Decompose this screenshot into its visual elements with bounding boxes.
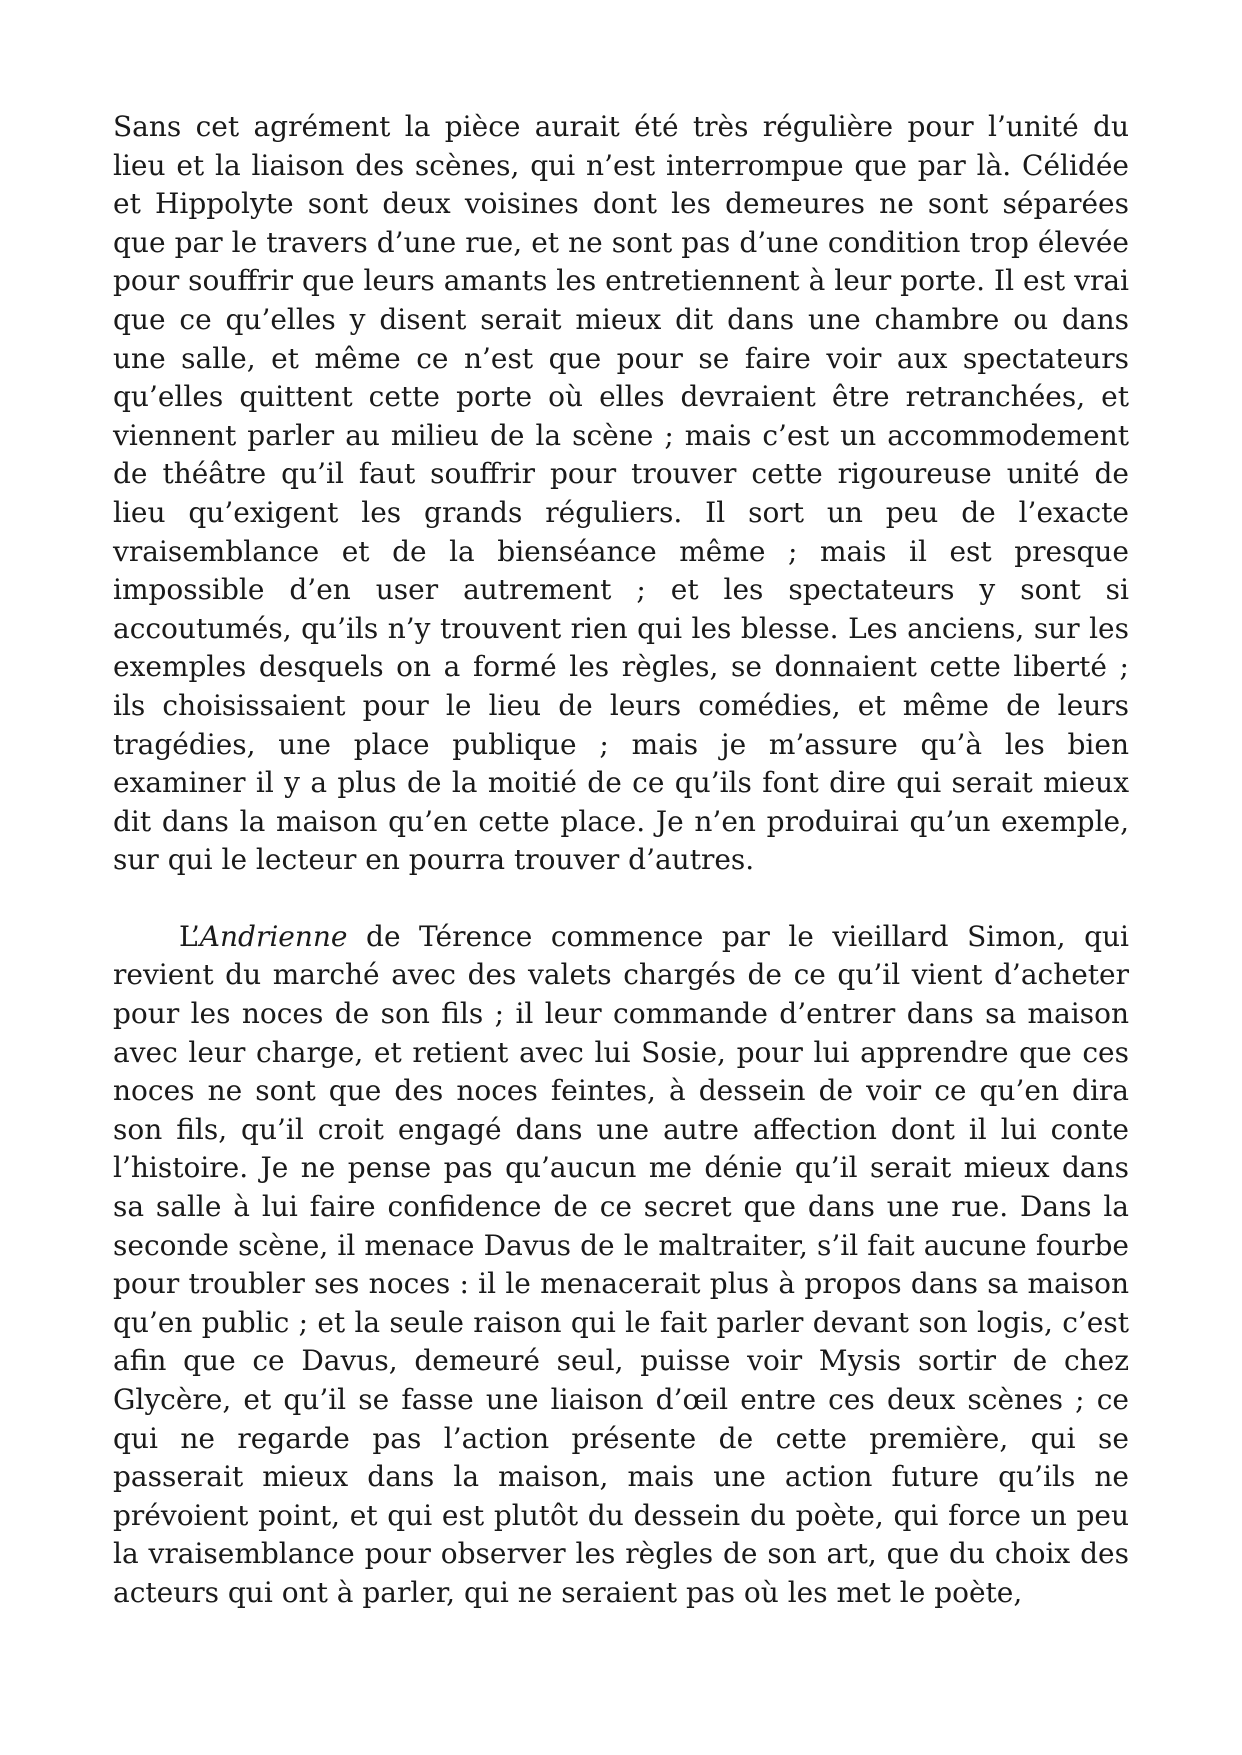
paragraph-2: [113, 918, 1129, 1613]
document-page: [113, 108, 1129, 1613]
paragraph-1: [113, 108, 1129, 880]
paragraph-1-text: Sans cet agrément la pièce aurait été très régulière pour l’unité du lieu et la liaison des scènes, qui n’est interrompue que par là. Célidée et Hippolyte sont deux voisines dont les demeures ne sont séparées que par le travers d’une rue, et ne sont pas d’une condition trop élevée pour souffrir que leurs amants les entretiennent à leur porte. Il est vrai que ce qu’elles y disent serait mieux dit dans une chambre ou dans une salle, et même ce n’est que pour se faire voir aux spectateurs qu’elles quittent cette porte où elles devraient être retranchées, et viennent parler au milieu de la scène ; mais c’est un accommodement de théâtre qu’il faut souffrir pour trouver cette rigoureuse unité de lieu qu’exigent les grands réguliers. Il sort un peu de l’exacte vraisemblance et de la bienséance même ; mais il est presque impossible d’en user autrement ; et les spectateurs y sont si accoutumés, qu’ils n’y trouvent rien qui les blesse. Les anciens, sur les exemples desquels on a formé les règles, se donnaient cette liberté ; ils choisissaient pour le lieu de leurs comédies, et même de leurs tragédies, une place publique ; mais je m’assure qu’à les bien examiner il y a plus de la moitié de ce qu’ils font dire qui serait mieux dit dans la maison qu’en cette place. Je n’en produirai qu’un exemple, sur qui le lecteur en pourra trouver d’autres.: [113, 110, 1129, 877]
paragraph-2-text: de Térence commence par le vieillard Simon, qui revient du marché avec des valets chargés de ce qu’il vient d’acheter pour les noces de son fils ; il leur commande d’entrer dans sa maison avec leur charge, et retient avec lui Sosie, pour lui apprendre que ces noces ne sont que des noces feintes, à dessein de voir ce qu’en dira son fils, qu’il croit engagé dans une autre affection dont il lui conte l’histoire. Je ne pense pas qu’aucun me dénie qu’il serait mieux dans sa salle à lui faire confidence de ce secret que dans une rue. Dans la seconde scène, il menace Davus de le maltraiter, s’il fait aucune fourbe pour troubler ses noces : il le menacerait plus à propos dans sa maison qu’en public ; et la seule raison qui le fait parler devant son logis, c’est afin que ce Davus, demeuré seul, puisse voir Mysis sortir de chez Glycère, et qu’il se fasse une liaison d’œil entre ces deux scènes ; ce qui ne regarde pas l’action présente de cette première, qui se passerait mieux dans la maison, mais une action future qu’ils ne prévoient point, et qui est plutôt du dessein du poète, qui force un peu la vraisemblance pour observer les règles de son art, que du choix des acteurs qui ont à parler, qui ne seraient pas où les met le poète,: [113, 919, 1129, 1609]
paragraph-2-prefix: L’: [179, 919, 200, 953]
work-title: Andrienne: [199, 919, 348, 953]
